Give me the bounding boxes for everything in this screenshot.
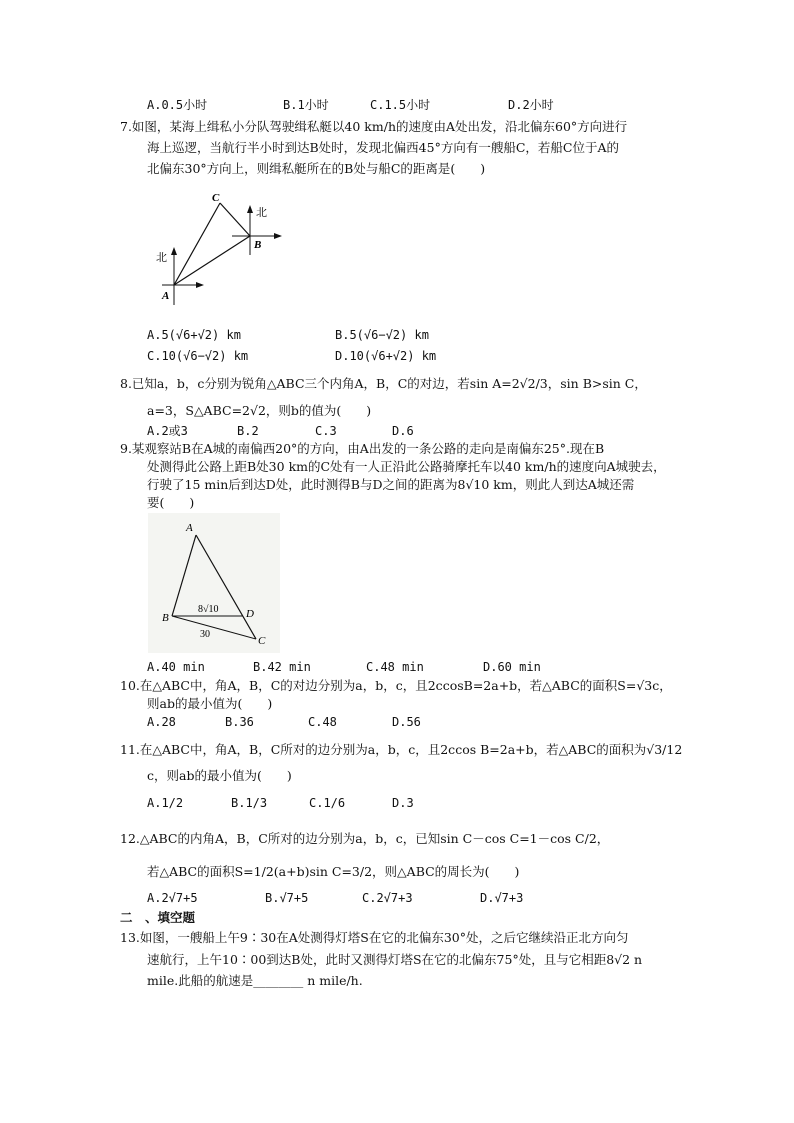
line-ab <box>174 236 250 285</box>
q10-option-d: D.56 <box>392 715 421 729</box>
q11-line-2: c，则ab的最小值为( ) <box>147 768 292 783</box>
q12-option-b: B.√7+5 <box>265 891 309 905</box>
label-a: A <box>162 290 170 302</box>
label-bd-length: 8√10 <box>198 604 219 615</box>
q8-line-1: 8.已知a，b，c分别为锐角△ABC三个内角A，B，C的对边，若sin A=2√2/3，sin B>sin C， <box>120 376 647 391</box>
label-b: B <box>162 612 169 624</box>
label-north-a: 北 <box>156 251 167 264</box>
q6-option-a: A.0.5小时 <box>147 98 208 112</box>
label-d: D <box>246 608 254 620</box>
q9-line-3: 行驶了15 min后到达D处，此时测得B与D之间的距离为8√10 km，则此人到达A城还需 <box>147 477 635 492</box>
q11-option-a: A.1/2 <box>147 796 184 810</box>
q7-option-d: D.10(√6+√2) km <box>335 349 437 363</box>
label-north-b: 北 <box>256 206 267 219</box>
line-ac <box>174 203 220 285</box>
q9-figure <box>148 513 280 653</box>
q9-option-b: B.42 min <box>253 660 311 674</box>
q12-option-a: A.2√7+5 <box>147 891 198 905</box>
q8-line-2: a=3，S△ABC=2√2，则b的值为( ) <box>147 403 372 418</box>
q6-option-c: C.1.5小时 <box>370 98 431 112</box>
q12-option-c: C.2√7+3 <box>362 891 413 905</box>
q13-line-3: mile.此船的航速是________ n mile/h. <box>147 973 363 988</box>
b-east-arrow <box>274 233 282 239</box>
q7-option-b: B.5(√6−√2) km <box>335 328 429 342</box>
a-north-arrow <box>171 247 177 255</box>
q7-figure <box>140 185 290 315</box>
q9-option-a: A.40 min <box>147 660 205 674</box>
q9-option-d: D.60 min <box>483 660 541 674</box>
a-east-arrow <box>196 282 204 288</box>
q10-option-a: A.28 <box>147 715 176 729</box>
q7-option-a: A.5(√6+√2) km <box>147 328 241 342</box>
q9-line-2: 处测得此公路上距B处30 km的C处有一人正沿此公路骑摩托车以40 km/h的速度向A城驶去， <box>147 459 666 474</box>
q13-line-2: 速航行，上午10∶00到达B处，此时又测得灯塔S在它的北偏东75°处，且与它相距8√2 n <box>147 952 643 967</box>
q8-option-a: A.2或3 <box>147 424 188 438</box>
q9-line-4: 要( ) <box>147 495 195 510</box>
q12-line-2: 若△ABC的面积S=1/2(a+b)sin C=3/2，则△ABC的周长为( ) <box>147 864 520 879</box>
label-b: B <box>254 239 262 251</box>
q10-option-c: C.48 <box>308 715 337 729</box>
q7-option-c: C.10(√6−√2) km <box>147 349 249 363</box>
q12-option-d: D.√7+3 <box>480 891 524 905</box>
q7-line-2: 海上巡逻，当航行半小时到达B处时，发现北偏西45°方向有一艘船C，若船C位于A的 <box>147 140 619 155</box>
q10-option-b: B.36 <box>225 715 254 729</box>
q11-option-d: D.3 <box>392 796 414 810</box>
q8-option-d: D.6 <box>392 424 414 438</box>
q10-line-2: 则ab的最小值为( ) <box>147 696 273 711</box>
q13-line-1: 13.如图，一艘船上午9∶30在A处测得灯塔S在它的北偏东30°处，之后它继续沿正北方向匀 <box>120 930 629 945</box>
q6-option-d: D.2小时 <box>508 98 554 112</box>
q9-option-c: C.48 min <box>366 660 424 674</box>
line-cb <box>220 203 250 236</box>
q10-line-1: 10.在△ABC中，角A，B，C的对边分别为a，b，c，且2ccosB=2a+b，若△ABC的面积S=√3c， <box>120 678 672 693</box>
label-c: C <box>258 635 266 647</box>
q9-line-1: 9.某观察站B在A城的南偏西20°的方向，由A出发的一条公路的走向是南偏东25°.现在B <box>120 441 605 456</box>
q9-figure-background <box>148 513 280 653</box>
q11-option-b: B.1/3 <box>231 796 268 810</box>
section-title-fill-in: 二 、填空题 <box>120 910 196 925</box>
b-north-arrow <box>247 205 253 213</box>
q7-line-1: 7.如图，某海上缉私小分队驾驶缉私艇以40 km/h的速度由A处出发，沿北偏东60°方向进行 <box>120 119 628 134</box>
q11-option-c: C.1/6 <box>309 796 346 810</box>
q7-line-3: 北偏东30°方向上，则缉私艇所在的B处与船C的距离是( ) <box>147 161 486 176</box>
q11-line-1: 11.在△ABC中，角A，B，C所对的边分别为a，b，c，且2ccos B=2a+b，若△ABC的面积为√3/12 <box>120 742 683 757</box>
q8-option-c: C.3 <box>315 424 337 438</box>
label-c: C <box>212 192 220 204</box>
q12-line-1: 12.△ABC的内角A，B，C所对的边分别为a，b，c，已知sin C－cos C=1－cos C/2， <box>120 831 610 846</box>
label-a: A <box>186 522 193 534</box>
q6-option-b: B.1小时 <box>283 98 329 112</box>
q8-option-b: B.2 <box>237 424 259 438</box>
label-bc-length: 30 <box>200 629 210 640</box>
